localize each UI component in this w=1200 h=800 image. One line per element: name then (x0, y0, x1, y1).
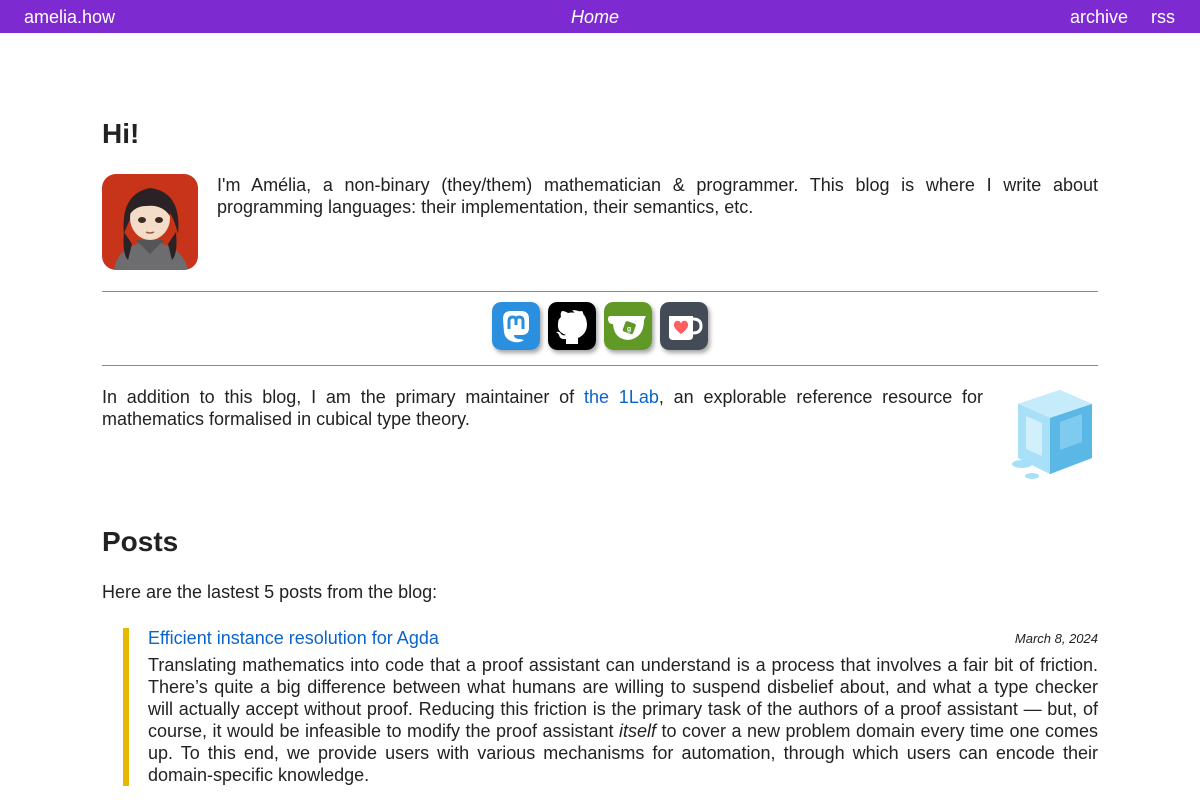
onelab-text-after: , an explorable reference resource for mathematics formalised in cubical type theory. (102, 387, 984, 429)
post-excerpt-emphasis: itself (619, 721, 657, 741)
social-links (492, 302, 708, 350)
divider-bottom (102, 365, 1098, 366)
nav-rss-link[interactable]: rss (1151, 7, 1175, 27)
svg-text:g: g (626, 326, 632, 333)
intro-heading: Hi! (102, 118, 140, 149)
post-item (123, 628, 1098, 786)
post-excerpt-after: to cover a new problem domain every time one comes up. To this end, we provide users with various mechanisms for automation, through which users can encode their domain-specific knowledge. (148, 721, 1098, 785)
ice-cube-icon (1004, 386, 1098, 482)
divider-top (102, 291, 1098, 292)
avatar-portrait (102, 174, 198, 270)
kofi-icon[interactable] (660, 302, 708, 350)
onelab-text-before: In addition to this blog, I am the primary maintainer of (102, 387, 584, 407)
onelab-link[interactable]: the 1Lab (583, 387, 659, 407)
posts-heading: Posts (102, 526, 179, 557)
onelab-paragraph (102, 386, 983, 430)
posts-lead-text: Here are the lastest 5 posts from the blog: (102, 582, 438, 602)
gitea-icon[interactable] (604, 302, 652, 350)
top-navigation-bar (0, 0, 1200, 33)
post-excerpt-before: Translating mathematics into code that a proof assistant can understand is a process that involves a fair bit of friction. There’s quite a big difference between what humans are willing to suspend disbelief about, and what a type checker will actually accept without proof. Reducing this friction is the primary task of the authors of a proof assistant — but, of course, it would be infeasible to modify the proof assistant (148, 655, 1098, 741)
github-icon[interactable] (548, 302, 596, 350)
avatar (102, 174, 198, 270)
post-date: March 8, 2024 (1014, 631, 1098, 646)
post-title-link[interactable]: Efficient instance resolution for Agda (148, 628, 439, 648)
home-wrapper (0, 7, 1190, 28)
nav-archive-link[interactable]: archive (1070, 7, 1129, 27)
mastodon-icon[interactable] (492, 302, 540, 350)
post-excerpt (148, 654, 1098, 786)
home-link[interactable]: Home (570, 7, 619, 27)
intro-text: I'm Amélia, a non-binary (they/them) mathematician & programmer. This blog is where I write about programming languages: their implementation, their semantics, etc. (217, 175, 1098, 217)
post-header (148, 628, 1098, 652)
site-name-link[interactable]: amelia.how (24, 7, 116, 27)
